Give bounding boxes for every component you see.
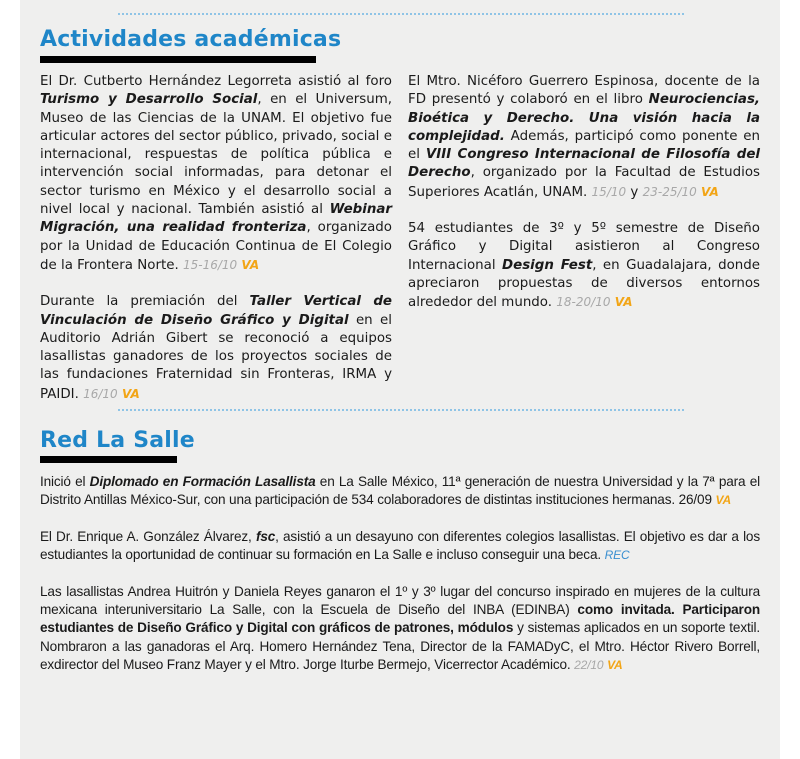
date-label: 16/10: [83, 386, 118, 401]
section-title-actividades: Actividades académicas: [40, 27, 342, 52]
text: , en el Universum, Museo de las Ciencias de la UNAM. El objetivo fue articular actores del sector público, privado, social e internacional, respuestas de política pública e intervención social informadas, para detonar el sector turismo en México y el desarrollo social a nivel local y nacional. También asistió al: [40, 92, 392, 218]
event-title: VIII Congreso Internacional de Filosofía del Derecho: [408, 147, 760, 181]
news-item-taller: [40, 293, 392, 404]
book-title: Neurociencias, Bioética y Derecho. Una visión hacia la complejidad.: [408, 92, 760, 144]
source-tag: VA: [121, 386, 140, 401]
text: El Dr. Enrique A. González Álvarez,: [40, 528, 256, 544]
text: y: [626, 184, 643, 200]
text: El Dr. Cutberto Hernández Legorreta asistió al foro: [40, 74, 392, 89]
section-divider-top: [118, 13, 684, 15]
text: Las lasallistas Andrea Huitrón y Daniela Reyes ganaron el 1º y 3º lugar del concurso inspirado en mujeres de la cultura mexicana interuniversitario La Salle, con la Escuela de Diseño del INBA (EDINBA): [40, 583, 760, 618]
text-bold: como invitada. Participaron estudiantes de Diseño Gráfico y Digital con gráficos de patrones, módulos: [40, 602, 760, 636]
left-column: [40, 73, 392, 404]
text: en La Salle México, 11ª generación de nuestra Universidad y la 7ª para el Distrito Antillas México-Sur, con una participación de 534 colaboradores de distintas instituciones hermanas. 26/09: [40, 474, 760, 508]
date-label: 22/10: [574, 658, 604, 673]
news-item-concurso: [40, 583, 760, 675]
text: Durante la premiación del: [40, 294, 250, 310]
text: Además, participó como ponente en el: [408, 128, 760, 163]
program-title: Diplomado en Formación Lasallista: [89, 474, 316, 489]
source-tag: REC: [604, 548, 630, 563]
text-italic: fsc: [255, 528, 276, 544]
section-divider-middle: [118, 409, 684, 411]
title-underline: [40, 456, 177, 463]
event-title: Turismo y Desarrollo Social: [40, 92, 258, 108]
event-title: Taller Vertical de Vinculación de Diseño Gráfico y Digital: [40, 294, 392, 328]
text: , asistió a un desayuno con diferentes colegios lasallistas. El objetivo es dar a los estudiantes la oportunidad de continuar su formación en La Salle e incluso conseguir una beca.: [40, 528, 760, 563]
news-item-neurociencias: [408, 73, 760, 202]
text: , organizado por la Facultad de Estudios Superiores Acatlán, UNAM.: [408, 165, 760, 200]
red-la-salle-content: [40, 473, 760, 675]
text: y sistemas aplicados en un soporte textil. Nombraron a las ganadoras el Arq. Homero Hernández Tena, Director de la FAMADyC, el Mtro. Héctor Rivero Borrell, exdirector del Museo Franz Mayer y el Mtro. Jorge Iturbe Bermejo, Vicerrector Académico.: [40, 620, 760, 673]
event-title: Design Fest: [502, 257, 593, 273]
section-title-red-la-salle: Red La Salle: [40, 428, 195, 453]
source-tag: VA: [241, 257, 260, 272]
date-label: 15-16/10: [182, 257, 238, 272]
source-tag: VA: [614, 295, 633, 310]
source-tag: VA: [607, 658, 623, 673]
date-label: 15/10: [591, 184, 627, 199]
source-tag: VA: [715, 493, 731, 508]
text: en el Auditorio Adrián Gibert se reconoció a equipos lasallistas ganadores de los proyectos sociales de las fundaciones Fraternidad sin Fronteras, IRMA y PAIDI.: [40, 312, 392, 402]
news-item-design-fest: [408, 220, 760, 312]
date-label: 23-25/10: [642, 184, 697, 199]
text: , organizado por la Unidad de Educación Continua de El Colegio de la Frontera Norte.: [40, 220, 392, 273]
text: 54 estudiantes de 3º y 5º semestre de Diseño Gráfico y Digital asistieron al Congreso Internacional: [408, 221, 760, 273]
text: Inició el: [40, 474, 90, 489]
title-underline: [40, 56, 316, 63]
event-title: Webinar Migración, una realidad fronteriza: [40, 202, 392, 236]
news-item-desayuno: [40, 528, 760, 565]
text: , en Guadalajara, donde apreciaron propuestas de diversos entornos alrededor del mundo.: [408, 257, 760, 311]
news-item-turismo: [40, 73, 392, 275]
news-item-diplomado: [40, 473, 760, 510]
right-column: [408, 73, 760, 313]
text: El Mtro. Nicéforo Guerrero Espinosa, docente de la FD presentó y colaboró en el libro: [408, 74, 760, 108]
source-tag: VA: [701, 184, 719, 199]
date-label: 18-20/10: [556, 295, 611, 310]
